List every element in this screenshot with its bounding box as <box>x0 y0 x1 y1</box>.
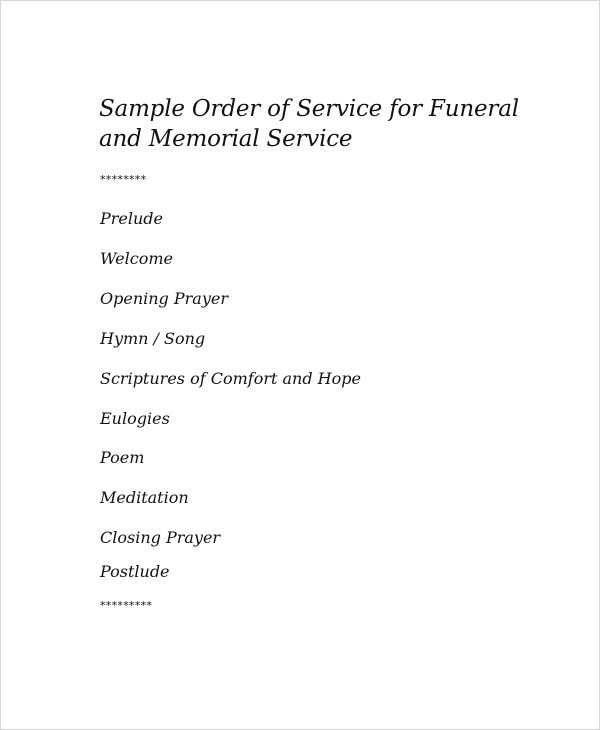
document-title: Sample Order of Service for Funeral and Memorial Service <box>99 96 519 152</box>
service-item-welcome: Welcome <box>100 249 173 268</box>
service-item-prelude: Prelude <box>100 209 164 228</box>
service-item-eulogies: Eulogies <box>100 409 170 428</box>
service-item-closing-prayer: Closing Prayer <box>100 528 221 547</box>
service-item-poem: Poem <box>100 448 145 467</box>
service-item-meditation: Meditation <box>100 488 189 507</box>
separator-bottom: ********* <box>100 599 153 612</box>
service-item-hymn-song: Hymn / Song <box>100 329 206 348</box>
service-item-postlude: Postlude <box>100 562 170 581</box>
service-item-opening-prayer: Opening Prayer <box>100 289 228 308</box>
separator-top: ******** <box>100 173 147 186</box>
service-item-scriptures: Scriptures of Comfort and Hope <box>100 369 361 388</box>
